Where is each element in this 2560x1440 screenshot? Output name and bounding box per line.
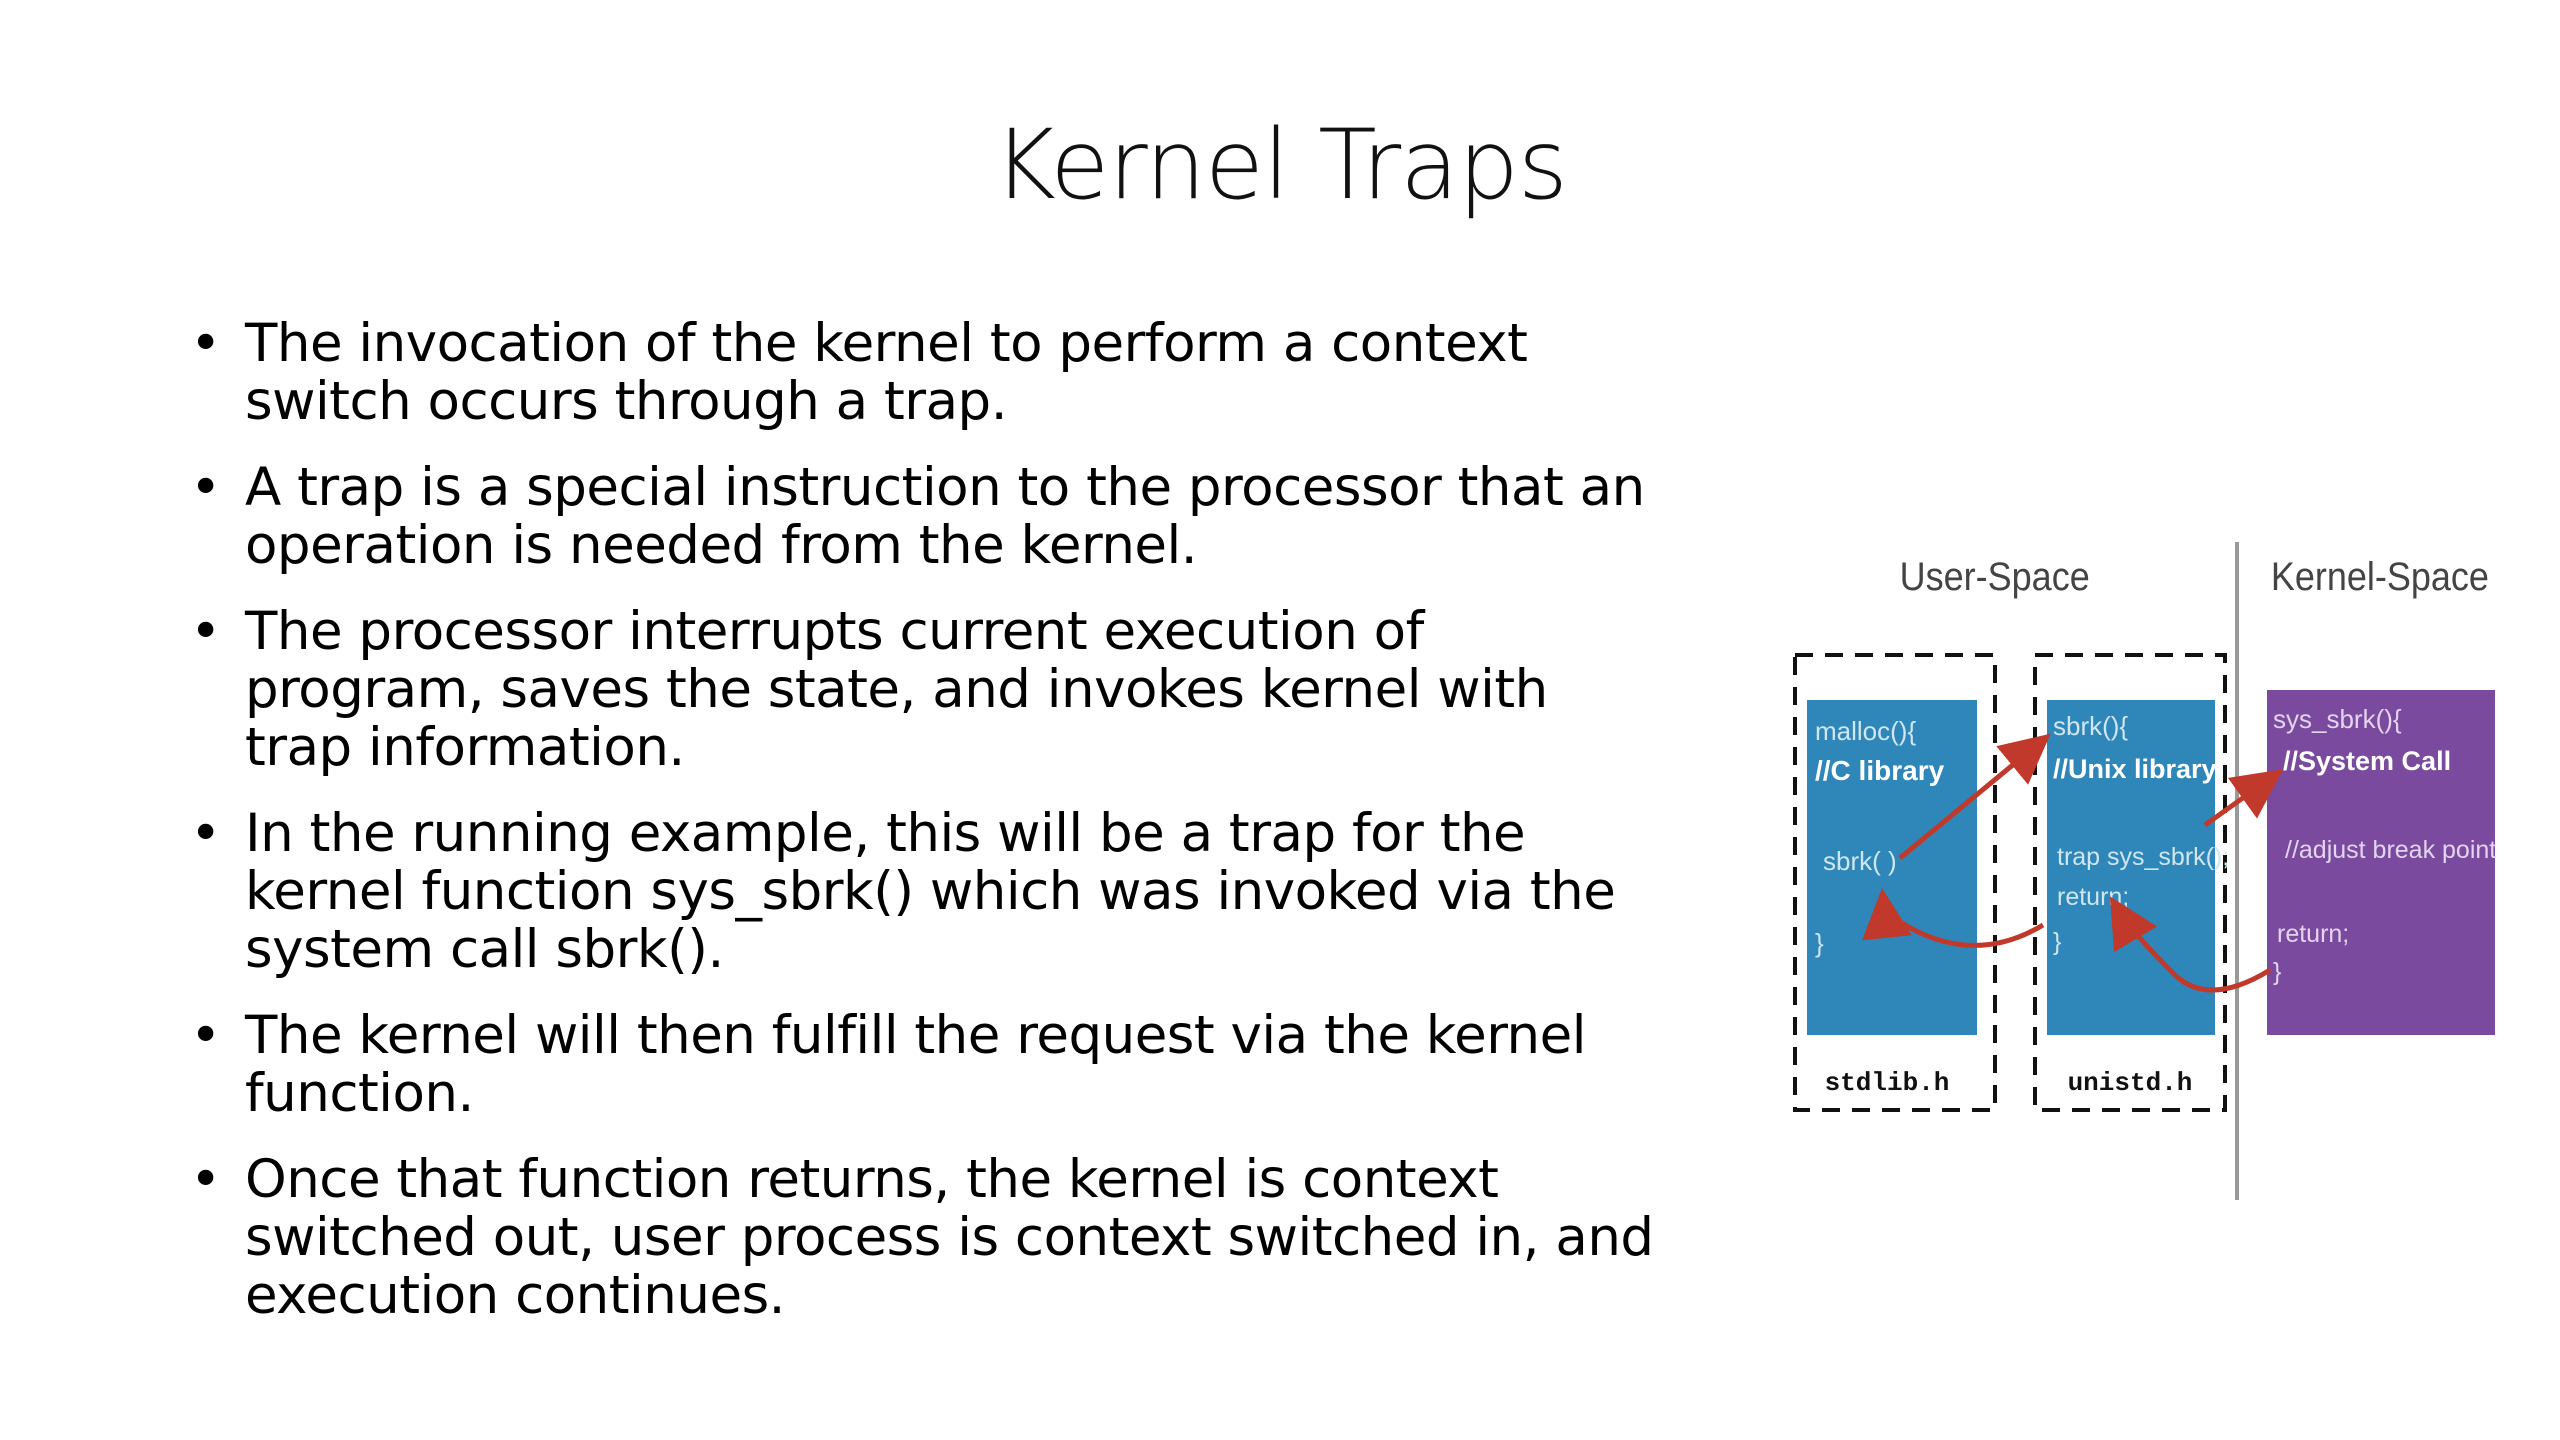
trap-diagram-svg — [1785, 540, 2505, 1210]
bullet-dot: • — [190, 457, 221, 518]
stdlib-line: } — [1815, 928, 1824, 958]
kernel-line: sys_sbrk(){ — [2273, 704, 2402, 734]
trap-diagram — [1785, 540, 2505, 1210]
bullet-text: The kernel will then fulfill the request via the kernel function. — [245, 1005, 1586, 1124]
bullet-item — [190, 1007, 1670, 1123]
bullet-dot: • — [190, 601, 221, 662]
stdlib-line: sbrk( ) — [1823, 846, 1897, 876]
kernel-line: } — [2273, 958, 2282, 986]
unistd-file-label: unistd.h — [2067, 1068, 2193, 1098]
bullet-dot: • — [190, 1149, 221, 1210]
kernel-space-label: Kernel-Space — [2270, 555, 2489, 600]
bullet-text: Once that function returns, the kernel is context switched out, user process is context switched in, and execution continues. — [245, 1149, 1654, 1326]
unistd-line: return; — [2057, 883, 2130, 911]
bullet-item — [190, 1151, 1670, 1325]
bullet-item — [190, 459, 1670, 575]
kernel-line: //System Call — [2283, 746, 2452, 776]
stdlib-line: malloc(){ — [1815, 716, 1917, 746]
bullet-dot: • — [190, 313, 221, 374]
bullet-item — [190, 805, 1670, 979]
kernel-line: return; — [2277, 920, 2350, 948]
unistd-line: //Unix library — [2053, 754, 2217, 784]
bullet-item — [190, 603, 1670, 777]
bullet-text: In the running example, this will be a trap for the kernel function sys_sbrk() which was invoked via the system call sbrk(). — [245, 803, 1616, 980]
bullet-text: A trap is a special instruction to the processor that an operation is needed from the kernel. — [245, 457, 1645, 576]
stdlib-file-label: stdlib.h — [1824, 1068, 1950, 1098]
unistd-line: sbrk(){ — [2053, 711, 2129, 741]
bullet-dot: • — [190, 803, 221, 864]
bullet-text: The invocation of the kernel to perform a context switch occurs through a trap. — [245, 313, 1528, 432]
slide-title: Kernel Traps — [993, 109, 1567, 221]
bullet-list — [190, 315, 1670, 1353]
unistd-line: } — [2053, 928, 2062, 956]
stdlib-line: //C library — [1815, 755, 1945, 786]
unistd-line: trap sys_sbrk(); — [2057, 843, 2230, 871]
user-space-label: User-Space — [1899, 555, 2090, 600]
bullet-dot: • — [190, 1005, 221, 1066]
kernel-line: //adjust break point — [2285, 836, 2497, 864]
bullet-item — [190, 315, 1670, 431]
bullet-text: The processor interrupts current execution of program, saves the state, and invokes kernel with trap information. — [245, 601, 1548, 778]
